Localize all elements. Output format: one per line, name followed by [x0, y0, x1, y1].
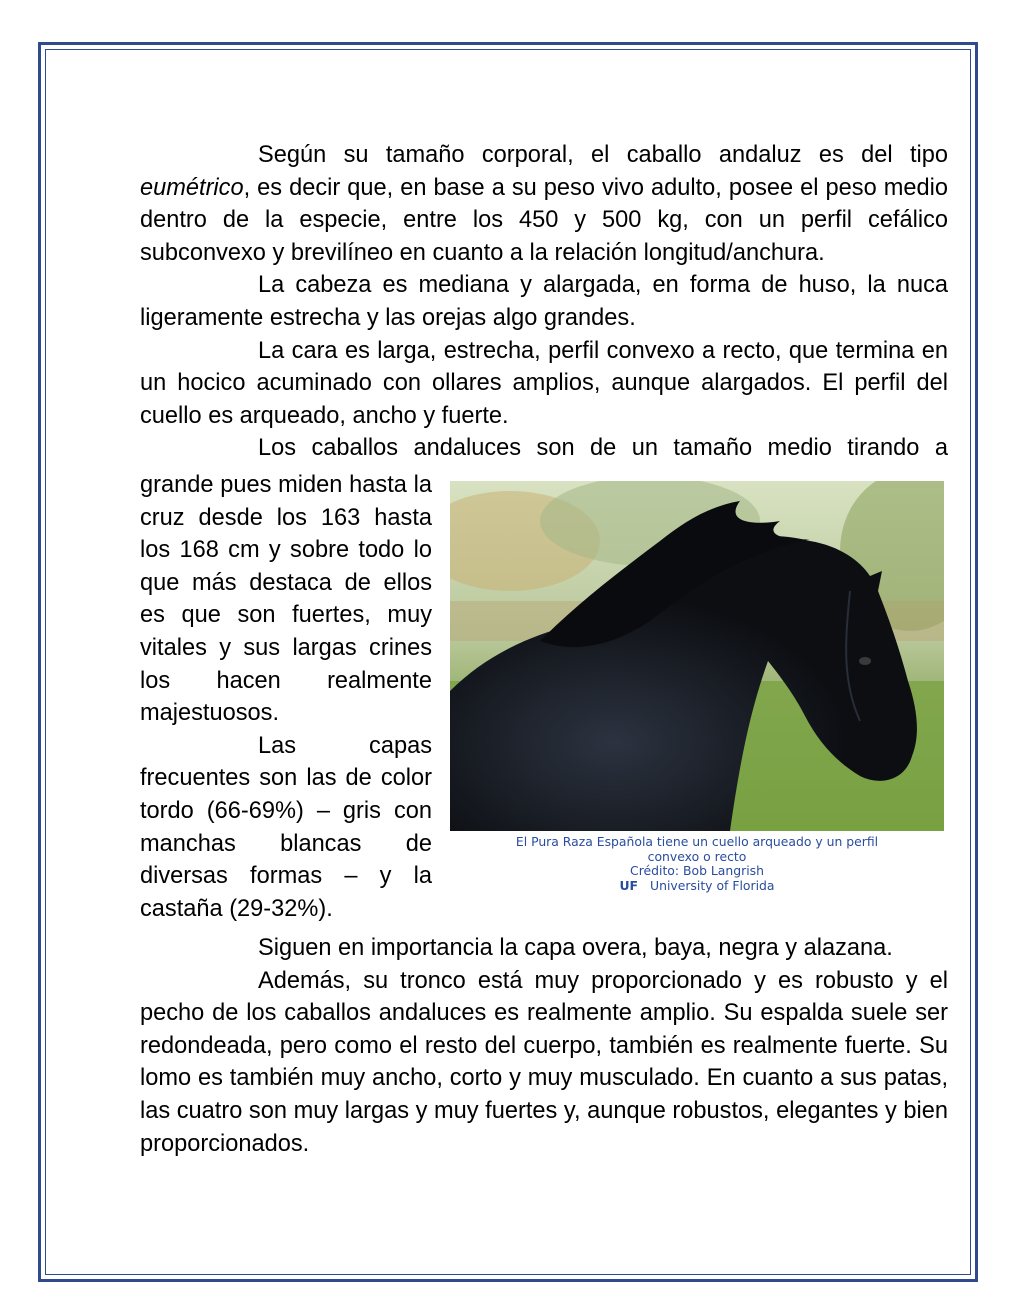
- horse-illustration: [450, 481, 944, 831]
- paragraph-size: Según su tamaño corporal, el caballo andaluz es del tipo eumétrico, es decir que, en base a su peso vivo adulto, posee el peso medio dentro de la especie, entre los 450 y 500 kg, con un perfil cefálico subconvexo y brevilíneo en cuanto a la relación longitud/anchura.: [140, 142, 948, 266]
- photo-caption: [450, 835, 944, 893]
- university-name: University of Florida: [650, 877, 775, 893]
- caption-credit: Crédito: Bob Langrish: [630, 863, 764, 878]
- text-block-bottom: [140, 932, 948, 1160]
- horse-photo: [450, 481, 944, 831]
- text-block-top: [140, 139, 948, 465]
- paragraph-height-start: Los caballos andaluces son de un tamaño medio tirando a: [258, 435, 948, 462]
- caption-line-1: El Pura Raza Española tiene un cuello arqueado y un perfil: [515, 834, 879, 849]
- paragraph-coat: Las capas frecuentes son las de color tordo (66-69%) – gris con manchas blancas de diversas formas – y la castaña (29-32%).: [140, 732, 432, 922]
- caption-source: [450, 879, 944, 894]
- uf-logo-text: UF: [619, 877, 639, 893]
- paragraph-head: La cabeza es mediana y alargada, en forma de huso, la nuca ligeramente estrecha y las orejas algo grandes.: [140, 272, 948, 331]
- paragraph-body: Además, su tronco está muy proporcionado y es robusto y el pecho de los caballos andaluces es realmente amplio. Su espalda suele ser redondeada, pero como el resto del cuerpo, también es realmente fuerte. Su lomo es también muy ancho, corto y muy musculado. En cuanto a sus patas, las cuatro son muy largas y muy fuertes y, aunque robustos, elegantes y bien proporcionados.: [140, 967, 948, 1157]
- paragraph-height-cont: grande pues miden hasta la cruz desde los 163 hasta los 168 cm y sobre todo lo que más destaca de ellos es que son fuertes, muy vitales y sus largas crines los hacen realmente majestuosos.: [140, 472, 432, 727]
- paragraph-importance: Siguen en importancia la capa overa, baya, negra y alazana.: [258, 935, 893, 961]
- paragraph-face: La cara es larga, estrecha, perfil convexo a recto, que termina en un hocico acuminado con ollares amplios, aunque alargados. El perfil del cuello es arqueado, ancho y fuerte.: [140, 337, 948, 429]
- text-block-side: [140, 469, 432, 925]
- caption-line-2: convexo o recto: [647, 848, 747, 864]
